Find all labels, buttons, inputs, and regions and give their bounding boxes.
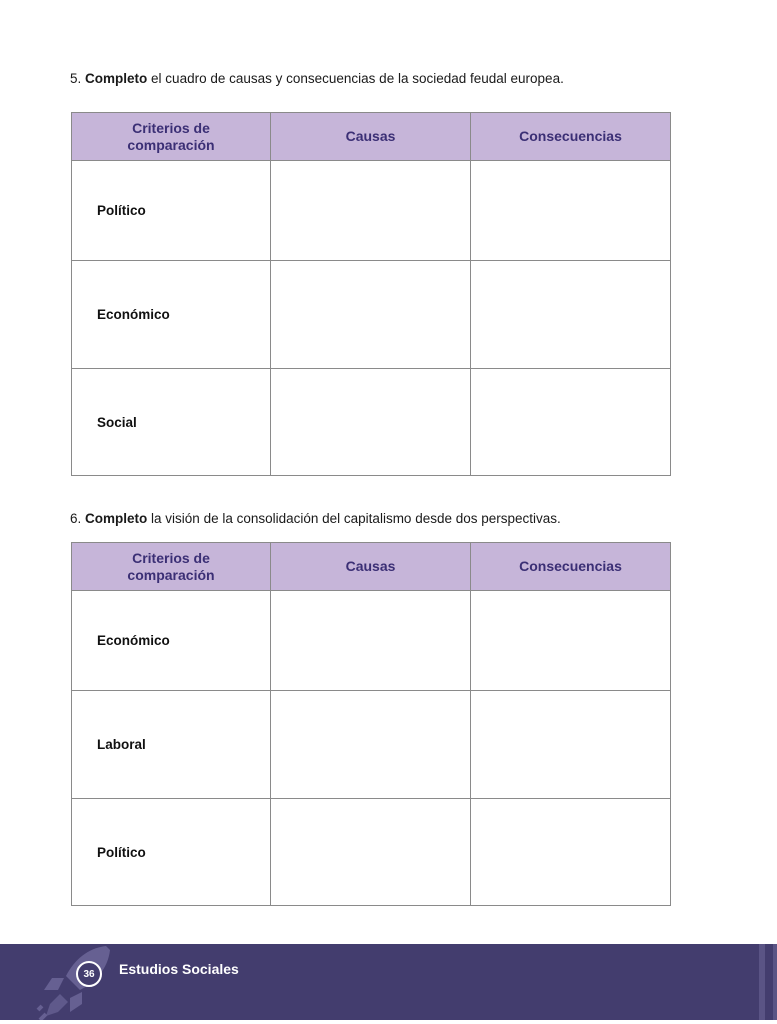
answer-cell[interactable]	[271, 369, 471, 476]
rocket-icon	[36, 944, 118, 1024]
table-capitalism	[71, 542, 671, 906]
footer-divider	[0, 1020, 777, 1024]
question-verb: Completo	[85, 71, 148, 86]
question-6	[70, 511, 561, 526]
row-label: Político	[72, 161, 271, 261]
header-consecuencias: Consecuencias	[471, 543, 671, 591]
row-label: Laboral	[72, 691, 271, 799]
question-text: la visión de la consolidación del capitalismo desde dos perspectivas.	[151, 511, 561, 526]
subject-title: Estudios Sociales	[119, 961, 239, 977]
answer-cell[interactable]	[471, 369, 671, 476]
table-row	[72, 369, 671, 476]
table-row	[72, 691, 671, 799]
table-row	[72, 161, 671, 261]
answer-cell[interactable]	[271, 591, 471, 691]
answer-cell[interactable]	[271, 261, 471, 369]
answer-cell[interactable]	[271, 799, 471, 906]
question-verb: Completo	[85, 511, 148, 526]
table-row	[72, 591, 671, 691]
row-label: Económico	[72, 261, 271, 369]
page-footer	[0, 944, 777, 1024]
header-causas: Causas	[271, 113, 471, 161]
header-criterios: Criterios de comparación	[72, 113, 271, 161]
table-header-row	[72, 543, 671, 591]
table-header-row	[72, 113, 671, 161]
footer-stripe	[773, 944, 777, 1020]
answer-cell[interactable]	[471, 799, 671, 906]
header-criterios: Criterios de comparación	[72, 543, 271, 591]
answer-cell[interactable]	[471, 161, 671, 261]
header-causas: Causas	[271, 543, 471, 591]
answer-cell[interactable]	[271, 161, 471, 261]
footer-stripe	[759, 944, 765, 1020]
question-5	[70, 71, 564, 86]
row-label: Social	[72, 369, 271, 476]
table-row	[72, 261, 671, 369]
row-label: Político	[72, 799, 271, 906]
page-number-badge: 36	[76, 961, 102, 987]
question-text: el cuadro de causas y consecuencias de la sociedad feudal europea.	[151, 71, 564, 86]
table-feudal-society	[71, 112, 671, 476]
answer-cell[interactable]	[471, 691, 671, 799]
table-row	[72, 799, 671, 906]
row-label: Económico	[72, 591, 271, 691]
question-number: 5.	[70, 71, 82, 86]
answer-cell[interactable]	[471, 591, 671, 691]
header-consecuencias: Consecuencias	[471, 113, 671, 161]
answer-cell[interactable]	[271, 691, 471, 799]
question-number: 6.	[70, 511, 82, 526]
answer-cell[interactable]	[471, 261, 671, 369]
